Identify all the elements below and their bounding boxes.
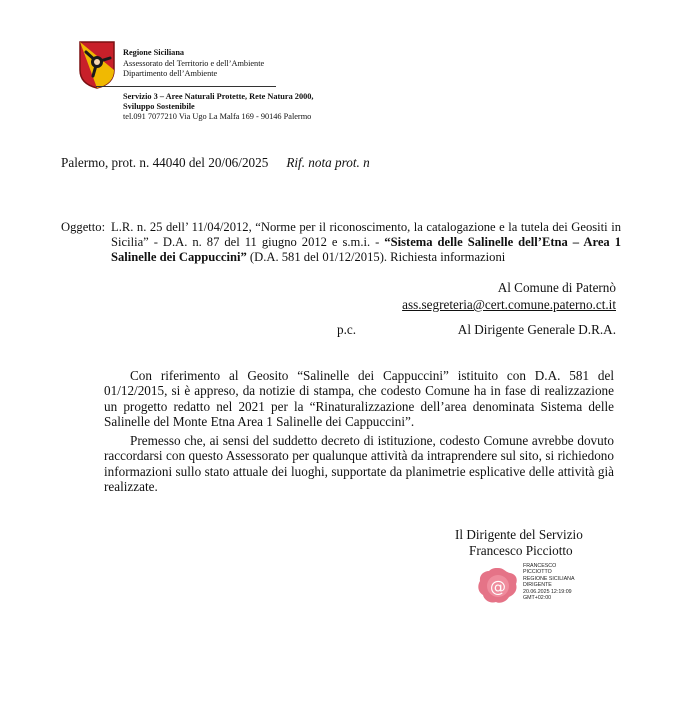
header-service-line2: Sviluppo Sostenibile <box>123 102 195 111</box>
body-paragraph-2: Premesso che, ai sensi del suddetto decreto di istituzione, codesto Comune avrebbe dovuto raccordarsi con questo Assessorato per qualunque attività da intraprendere sul sito, si richiedono informazioni sullo stato attuale dei luoghi, supportate da planimetrie esplicative delle attività già realizzate. <box>104 433 614 495</box>
recipient-comune: Al Comune di Paternò <box>497 280 616 295</box>
header-org: Regione Siciliana <box>123 48 185 57</box>
stamp-line: GMT+02:00 <box>523 595 552 602</box>
stamp-line: PICCIOTTO <box>523 569 552 576</box>
regione-siciliana-logo <box>78 40 116 90</box>
stamp-line: REGIONE SICILIANA <box>523 575 575 582</box>
recipient-email-link[interactable]: ass.segreteria@cert.comune.paterno.ct.it <box>402 297 616 312</box>
header-service-line1: Servizio 3 – Aree Naturali Protette, Rete Natura 2000, <box>123 92 314 101</box>
header-divider <box>96 86 276 87</box>
protocol-line <box>61 155 370 171</box>
digital-signature-stamp-icon <box>476 566 520 606</box>
protocol-number: Palermo, prot. n. 44040 del 20/06/2025 <box>61 155 269 170</box>
stamp-line: 20.06.2025 12:19:09 <box>523 588 572 595</box>
signature-role: Il Dirigente del Servizio <box>455 527 583 542</box>
header-dept1: Assessorato del Territorio e dell’Ambiente <box>123 59 265 68</box>
stamp-line: FRANCESCO <box>523 563 557 569</box>
pc-label: p.c. <box>337 322 357 337</box>
subject-part1: L.R. n. 25 dell’ 11/04/2012, “Norme per il riconoscimento, la catalogazione e la tutela dei Geositi in Sicilia” - D.A. n. 87 del 11 giugno 2012 e s.m.i. - <box>111 220 621 249</box>
digital-signature-text <box>523 563 575 601</box>
signature-name: Francesco Picciotto <box>469 543 573 558</box>
stamp-line: DIRIGENTE <box>523 582 552 589</box>
subject-bold: “Sistema delle Salinelle dell’Etna – Area 1 Salinelle dei Cappuccini” <box>111 235 621 264</box>
subject-part2: (D.A. 581 del 01/12/2015). Richiesta informazioni <box>246 250 506 264</box>
recipient-dirigente: Al Dirigente Generale D.R.A. <box>457 322 616 337</box>
reference-note: Rif. nota prot. n <box>286 155 370 170</box>
header-contact: tel.091 7077210 Via Ugo La Malfa 169 - 90146 Palermo <box>123 112 312 121</box>
subject-text <box>111 220 621 265</box>
subject-label: Oggetto: <box>61 220 106 234</box>
header-dept2: Dipartimento dell’Ambiente <box>123 69 218 78</box>
svg-text:@: @ <box>490 577 506 596</box>
body-paragraph-1: Con riferimento al Geosito “Salinelle dei Cappuccini” istituito con D.A. 581 del 01/12/2015, si è appreso, da notizie di stampa, che codesto Comune ha in fase di realizzazione un progetto redatto nel 2021 per la “Rinaturalizzazione dell’area denominata Sistema delle Salinelle del Monte Etna Area 1 Salinelle dei Cappuccini”. <box>104 368 614 430</box>
